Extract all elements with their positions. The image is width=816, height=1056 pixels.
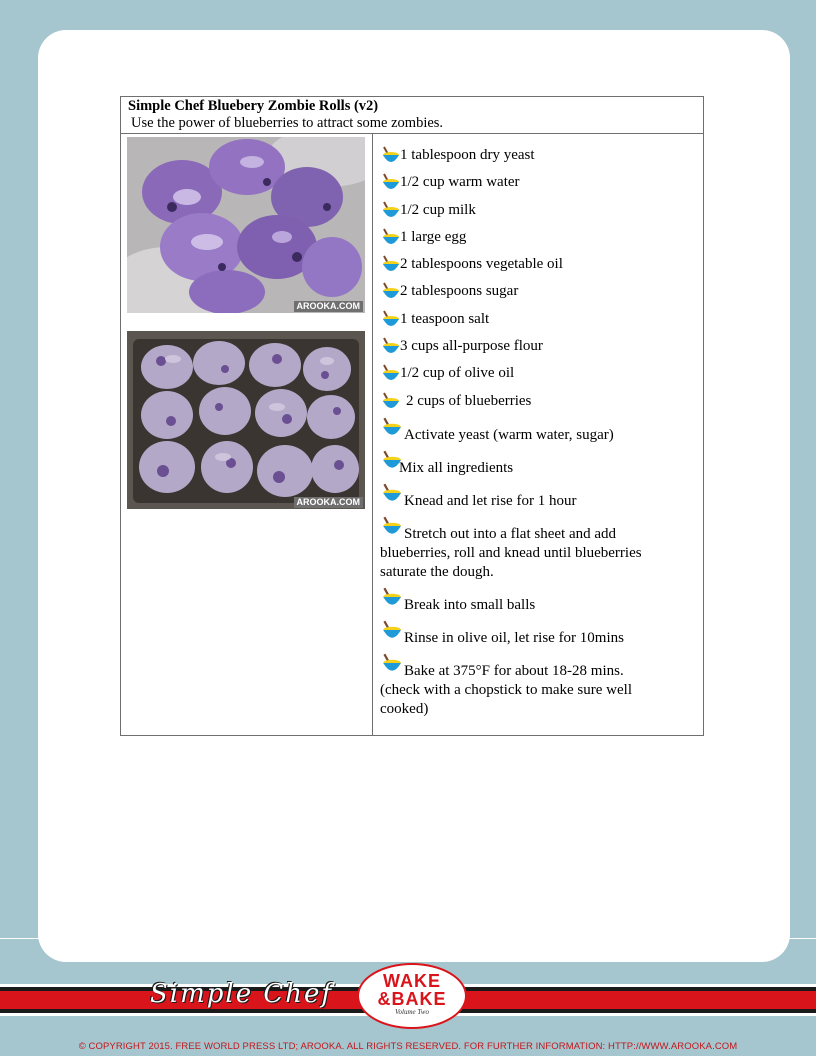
brand-name: Simple Chef (150, 979, 334, 1009)
edge-line (788, 938, 816, 939)
ingredient-item: 2 tablespoons vegetable oil (380, 251, 700, 278)
logo-line: Volume Two (395, 1008, 429, 1016)
mixing-bowl-icon (380, 200, 400, 220)
step-item: Rinse in olive oil, let rise for 10mins (380, 629, 680, 648)
mixing-bowl-icon (380, 391, 400, 411)
step-item: Stretch out into a flat sheet and add blueberries, roll and knead until blueberries saturate the dough. (380, 525, 680, 582)
ingredient-item: 1/2 cup milk (380, 197, 700, 224)
mixing-bowl-icon (380, 254, 400, 274)
steps-list (380, 426, 680, 719)
step-item: Bake at 375°F for about 18-28 mins. (check with a chopstick to make sure well cooked) (380, 662, 680, 719)
recipe-title: Simple Chef Bluebery Zombie Rolls (v2) (128, 98, 379, 114)
photo-watermark: AROOKA.COM (294, 301, 364, 312)
mixing-bowl-icon (380, 336, 400, 356)
logo-line: WAKE (383, 971, 441, 991)
ingredient-item: 2 cups of blueberries (380, 388, 700, 415)
ingredient-item: 1/2 cup of olive oil (380, 360, 700, 387)
mixing-bowl-icon (380, 145, 400, 165)
recipe-header (121, 97, 703, 134)
photo-baked-rolls (127, 331, 365, 509)
step-item: Break into small balls (380, 596, 680, 615)
photo-watermark: AROOKA.COM (294, 497, 364, 508)
mixing-bowl-icon (380, 309, 400, 329)
mixing-bowl-icon (380, 363, 400, 383)
mixing-bowl-icon (380, 227, 400, 247)
photo-dough-balls (127, 137, 365, 313)
mixing-bowl-icon (380, 281, 400, 301)
copyright-text: © COPYRIGHT 2015. FREE WORLD PRESS LTD; AROOKA. ALL RIGHTS RESERVED. FOR FURTHER INFORMATION: HTTP://WWW.AROOKA.COM (78, 1041, 738, 1052)
mixing-bowl-icon (380, 449, 402, 471)
wake-bake-logo (357, 963, 467, 1029)
edge-line (0, 938, 40, 939)
step-item: Activate yeast (warm water, sugar) (380, 426, 680, 445)
ingredient-item: 1 tablespoon dry yeast (380, 142, 700, 169)
ingredient-item: 2 tablespoons sugar (380, 278, 700, 305)
mixing-bowl-icon (380, 515, 402, 537)
recipe-subtitle: Use the power of blueberries to attract some zombies. (131, 115, 444, 131)
mixing-bowl-icon (380, 586, 402, 608)
ingredient-list (380, 142, 700, 415)
mixing-bowl-icon (380, 652, 402, 674)
ingredient-item: 1/2 cup warm water (380, 169, 700, 196)
mixing-bowl-icon (380, 172, 400, 192)
column-divider (372, 133, 373, 735)
ingredient-item: 1 teaspoon salt (380, 306, 700, 333)
ingredient-item: 1 large egg (380, 224, 700, 251)
logo-line: &BAKE (377, 989, 447, 1009)
recipe-table (120, 96, 704, 736)
mixing-bowl-icon (380, 619, 402, 641)
step-item: Mix all ingredients (380, 459, 680, 478)
step-item: Knead and let rise for 1 hour (380, 492, 680, 511)
mixing-bowl-icon (380, 416, 402, 438)
mixing-bowl-icon (380, 482, 402, 504)
ingredient-item: 3 cups all-purpose flour (380, 333, 700, 360)
